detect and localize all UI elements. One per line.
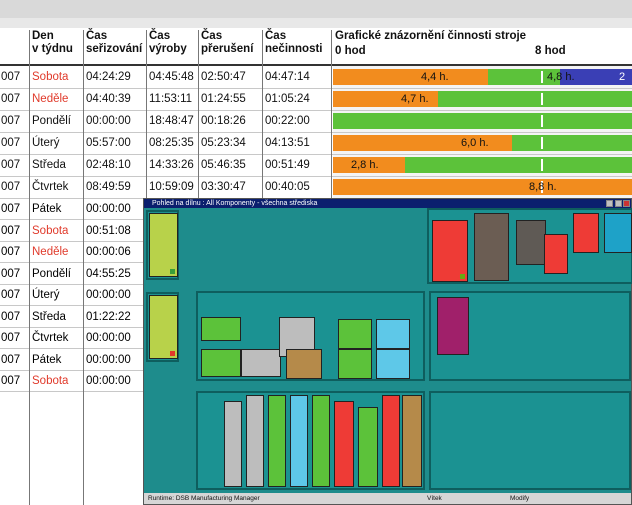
cell-day: Neděle xyxy=(32,246,69,258)
cell-id: 007 xyxy=(1,203,21,215)
bar-label: 4,8 h. xyxy=(547,71,575,83)
cell-prod: 04:45:48 xyxy=(149,71,194,83)
table-row[interactable] xyxy=(0,370,143,392)
machine-block[interactable] xyxy=(224,401,242,487)
cell-prod: 11:53:11 xyxy=(149,93,193,105)
cell-idle: 00:51:49 xyxy=(265,159,310,171)
col-header-day-text: Den v týdnu xyxy=(32,30,73,55)
cell-id: 007 xyxy=(1,375,21,387)
cell-pause: 03:30:47 xyxy=(201,181,246,193)
col-header-day[interactable] xyxy=(32,30,73,64)
machine-block[interactable] xyxy=(312,395,330,487)
cell-id: 007 xyxy=(1,71,21,83)
graph-axis-start-text: 0 hod xyxy=(335,45,366,57)
bar-label: 8,8 h. xyxy=(529,181,557,193)
cell-setup: 04:40:39 xyxy=(86,93,131,105)
cell-idle: 01:05:24 xyxy=(265,93,310,105)
toolbar-strip xyxy=(0,18,632,28)
table-row[interactable] xyxy=(0,110,632,133)
cell-day: Středa xyxy=(32,159,66,171)
machine-block[interactable] xyxy=(573,213,599,253)
col-divider xyxy=(331,30,332,198)
machine-block[interactable] xyxy=(246,395,264,487)
cell-day: Pátek xyxy=(32,203,62,215)
status-bar xyxy=(144,493,631,504)
col-divider xyxy=(198,30,199,198)
cell-id: 007 xyxy=(1,353,21,366)
hour-tick xyxy=(541,137,543,149)
cell-setup: 00:00:00 xyxy=(86,203,131,215)
cell-pause: 01:24:55 xyxy=(201,93,246,105)
cell-setup: 08:49:59 xyxy=(86,181,131,193)
cell-pause: 05:46:35 xyxy=(201,159,246,171)
status-right: Modify xyxy=(510,495,530,502)
cell-prod: 10:59:09 xyxy=(149,181,194,193)
status-indicator xyxy=(170,351,175,356)
activity-bar xyxy=(333,179,632,195)
machine-block[interactable] xyxy=(604,213,632,253)
activity-bar xyxy=(405,157,632,173)
machine-block[interactable] xyxy=(382,395,400,487)
cell-setup: 02:48:10 xyxy=(86,159,131,171)
activity-bar xyxy=(333,69,488,85)
cell-setup: 00:00:00 xyxy=(86,115,131,127)
cell-id: 007 xyxy=(1,246,21,258)
table-row[interactable] xyxy=(0,263,143,285)
col-header-graph-text: Grafické znázornění činnosti stroje xyxy=(335,30,527,42)
shopfloor-window[interactable] xyxy=(143,198,632,505)
col-header-setup[interactable] xyxy=(86,30,142,64)
col-divider xyxy=(262,30,263,198)
cell-idle: 04:47:14 xyxy=(265,71,310,83)
machine-block[interactable] xyxy=(376,349,410,379)
machine-block[interactable] xyxy=(290,395,308,487)
cell-idle: 04:13:51 xyxy=(265,137,310,149)
cell-pause: 00:18:26 xyxy=(201,115,246,127)
cell-prod: 08:25:35 xyxy=(149,137,194,149)
machine-block[interactable] xyxy=(544,234,568,274)
cell-id: 007 xyxy=(1,181,21,193)
table-row[interactable] xyxy=(0,220,143,242)
cell-setup: 04:24:29 xyxy=(86,71,131,83)
table-row[interactable] xyxy=(0,284,143,306)
status-left: Runtime: DSB Manufacturing Manager xyxy=(148,495,260,502)
machine-panel xyxy=(429,291,631,381)
cell-day: Čtvrtek xyxy=(32,181,69,193)
cell-setup: 01:22:22 xyxy=(86,310,131,323)
machine-block[interactable] xyxy=(338,349,372,379)
cell-prod: 14:33:26 xyxy=(149,159,194,171)
machine-panel xyxy=(196,291,425,381)
status-indicator xyxy=(170,269,175,274)
cell-idle: 00:40:05 xyxy=(265,181,310,193)
machine-block[interactable] xyxy=(474,213,509,281)
table-row[interactable] xyxy=(0,241,143,263)
bar-label: 4,4 h. xyxy=(421,71,449,83)
col-divider xyxy=(83,30,84,505)
cell-day: Pondělí xyxy=(32,115,72,127)
hour-tick xyxy=(541,71,543,83)
table-row[interactable] xyxy=(0,154,632,177)
activity-bar xyxy=(512,135,632,151)
table-row[interactable] xyxy=(0,306,143,328)
cell-pause: 05:23:34 xyxy=(201,137,246,149)
machine-block[interactable] xyxy=(338,319,372,349)
machine-block[interactable] xyxy=(286,349,322,379)
cell-day: Neděle xyxy=(32,93,69,105)
col-header-prod[interactable] xyxy=(149,30,187,64)
col-header-idle[interactable] xyxy=(265,30,323,64)
cell-setup: 04:55:25 xyxy=(86,267,131,280)
window-title: Pohled na dílnu : All Komponenty - všechna střediska xyxy=(144,199,631,208)
cell-id: 007 xyxy=(1,267,21,280)
machine-block[interactable] xyxy=(149,213,178,277)
cell-setup: 00:00:00 xyxy=(86,332,131,344)
toolbar xyxy=(0,0,632,28)
cell-day: Pondělí xyxy=(32,267,72,280)
machine-block[interactable] xyxy=(376,319,410,349)
machine-block[interactable] xyxy=(268,395,286,487)
cell-id: 007 xyxy=(1,289,21,301)
cell-id: 007 xyxy=(1,224,21,237)
graph-axis-mid-text: 8 hod xyxy=(535,45,566,57)
machine-block[interactable] xyxy=(201,317,241,341)
close-button[interactable] xyxy=(623,200,630,207)
machine-block[interactable] xyxy=(516,220,546,265)
cell-id: 007 xyxy=(1,137,21,149)
cell-day: Sobota xyxy=(32,71,69,83)
col-header-pause[interactable] xyxy=(201,30,253,64)
machine-panel xyxy=(429,391,631,490)
table-row[interactable] xyxy=(0,198,143,220)
maximize-button[interactable] xyxy=(615,200,622,207)
table-row[interactable] xyxy=(0,88,632,111)
machine-block[interactable] xyxy=(201,349,241,377)
machine-block[interactable] xyxy=(334,401,354,487)
status-mid: Vítek xyxy=(427,495,442,502)
col-header-idle-text: Čas nečinnosti xyxy=(265,30,323,55)
cell-day: Čtvrtek xyxy=(32,332,69,344)
machine-panel xyxy=(427,208,632,284)
cell-id: 007 xyxy=(1,159,21,171)
table-row[interactable] xyxy=(0,327,143,349)
machine-block[interactable] xyxy=(358,407,378,487)
col-header-setup-text: Čas seřizování xyxy=(86,30,143,55)
cell-setup: 00:00:06 xyxy=(86,246,131,258)
col-header-prod-text: Čas výroby xyxy=(149,30,187,55)
hour-tick xyxy=(541,159,543,171)
machine-block[interactable] xyxy=(149,295,178,359)
machine-panel xyxy=(146,210,179,280)
cell-day: Sobota xyxy=(32,375,69,387)
cell-id: 007 xyxy=(1,332,21,344)
hour-tick xyxy=(541,115,543,127)
cell-id: 007 xyxy=(1,115,21,127)
activity-bar xyxy=(438,91,632,107)
bar-label: 6,0 h. xyxy=(461,137,489,149)
cell-setup: 00:00:00 xyxy=(86,375,131,387)
machine-block[interactable] xyxy=(241,349,281,377)
col-divider xyxy=(146,30,147,198)
cell-idle: 00:22:00 xyxy=(265,115,310,127)
cell-day: Úterý xyxy=(32,289,60,301)
cell-id: 007 xyxy=(1,93,21,105)
bar-label: 4,7 h. xyxy=(401,93,429,105)
machine-block[interactable] xyxy=(437,297,469,355)
machine-panel xyxy=(196,391,425,490)
bar-label: 2,8 h. xyxy=(351,159,379,171)
cell-day: Sobota xyxy=(32,224,69,237)
col-divider xyxy=(29,30,30,505)
cell-day: Pátek xyxy=(32,353,62,366)
machine-block[interactable] xyxy=(402,395,422,487)
cell-setup: 00:00:00 xyxy=(86,289,131,301)
cell-id: 007 xyxy=(1,310,21,323)
machine-panel xyxy=(146,292,179,362)
table-row[interactable] xyxy=(0,349,143,371)
activity-bar xyxy=(333,113,632,129)
cell-setup: 00:51:08 xyxy=(86,224,131,237)
cell-prod: 18:48:47 xyxy=(149,115,194,127)
cell-setup: 05:57:00 xyxy=(86,137,131,149)
bar-label: 2 xyxy=(619,71,626,83)
minimize-button[interactable] xyxy=(606,200,613,207)
hour-tick xyxy=(541,93,543,105)
table-row[interactable] xyxy=(0,132,632,155)
cell-pause: 02:50:47 xyxy=(201,71,246,83)
cell-setup: 00:00:00 xyxy=(86,353,131,366)
cell-day: Úterý xyxy=(32,137,60,149)
col-header-pause-text: Čas přerušení xyxy=(201,30,254,55)
cell-day: Středa xyxy=(32,310,66,323)
status-indicator xyxy=(460,274,465,279)
table-row[interactable] xyxy=(0,66,632,89)
machine-block[interactable] xyxy=(432,220,468,282)
table-row[interactable] xyxy=(0,176,632,199)
